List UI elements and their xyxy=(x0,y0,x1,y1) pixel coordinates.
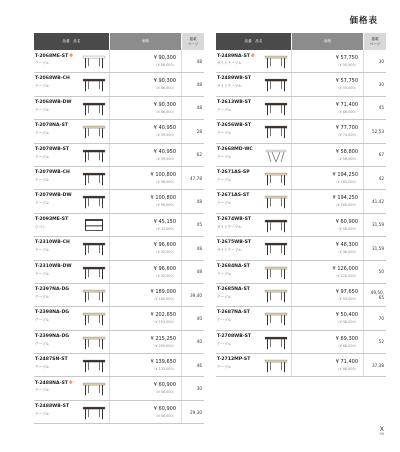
price-cell xyxy=(109,401,181,423)
product-code: T-2078NA-ST xyxy=(35,123,68,129)
price-tax-excluded: （¥ 43,000） xyxy=(154,226,176,231)
dark-wood-table-icon xyxy=(82,240,106,256)
price-tax-excluded: （¥ 56,000） xyxy=(336,156,358,161)
page-ref: 70 xyxy=(363,307,386,329)
price-tax-included: ¥ 69,300 xyxy=(335,335,358,342)
product-name: テーブル xyxy=(217,341,232,346)
price-list-right-column xyxy=(216,33,386,377)
page-ref: 40 xyxy=(181,307,204,329)
product-cell xyxy=(34,144,109,166)
product-code: T-2079WB-CH xyxy=(35,169,70,175)
page-ref: 48 xyxy=(181,73,204,95)
price-cell xyxy=(291,237,363,259)
price-tax-excluded: （¥ 58,000） xyxy=(336,226,358,231)
price-tax-excluded: （¥ 55,000） xyxy=(336,86,358,91)
product-cell xyxy=(216,73,291,95)
product-code: T-2068ME-ST※ xyxy=(35,53,74,59)
product-code: T-2668MD-WC xyxy=(217,146,253,152)
product-name: テーブル xyxy=(217,318,232,323)
product-code: T-2708WB-ST xyxy=(217,333,252,339)
table-row xyxy=(216,97,386,120)
price-cell xyxy=(109,167,181,189)
page-ref: 40 xyxy=(181,331,204,353)
price-tax-excluded: （¥ 86,000） xyxy=(154,63,176,67)
product-name: テーブル xyxy=(35,248,50,253)
price-tax-included: ¥ 97,650 xyxy=(335,288,358,295)
dark-wood-table-icon xyxy=(264,240,288,256)
product-name: テーブル xyxy=(35,154,50,159)
product-name: テーブル xyxy=(35,365,50,370)
table-row xyxy=(216,354,386,377)
table-row xyxy=(34,144,204,167)
product-code: T-2079WB-DW xyxy=(35,193,72,199)
product-name: テーブル xyxy=(217,365,232,370)
price-list-left-column xyxy=(34,33,204,424)
product-code: T-2675WB-ST xyxy=(217,240,252,246)
product-cell xyxy=(216,214,291,236)
product-cell xyxy=(216,354,291,376)
light-wood-table-icon xyxy=(82,287,106,303)
price-cell xyxy=(291,261,363,283)
price-tax-excluded: （¥ 74,000） xyxy=(336,133,358,138)
product-name: テーブル xyxy=(35,84,50,89)
header-product: 品番 品名 xyxy=(216,33,291,50)
light-wood-table-icon xyxy=(264,357,288,373)
page-ref: 30 xyxy=(363,73,386,95)
product-name: テーブル xyxy=(217,294,232,299)
price-cell xyxy=(291,50,363,72)
product-cell xyxy=(34,73,109,95)
page-ref: 31,59 xyxy=(363,237,386,259)
price-cell xyxy=(109,73,181,95)
page-ref: 42 xyxy=(363,167,386,189)
table-header xyxy=(34,33,204,50)
product-name: テーブル xyxy=(35,388,50,393)
price-tax-included: ¥ 90,300 xyxy=(153,55,176,61)
price-tax-excluded: （¥ 68,000） xyxy=(336,367,358,372)
price-tax-excluded: （¥ 39,000） xyxy=(154,133,176,138)
light-wood-table-icon xyxy=(264,287,288,303)
price-tax-included: ¥ 57,750 xyxy=(335,78,358,85)
page-ref: 41,42 xyxy=(363,190,386,212)
table-row xyxy=(34,237,204,260)
page-ref: 52 xyxy=(363,331,386,353)
product-cell xyxy=(216,50,291,72)
page-ref: 47,78 xyxy=(181,167,204,189)
product-name: テーブル xyxy=(217,131,232,136)
price-tax-included: ¥ 90,300 xyxy=(153,78,176,85)
product-code: T-2656WB-ST xyxy=(217,123,252,129)
product-cell xyxy=(34,284,109,306)
price-cell xyxy=(109,97,181,119)
product-name: サイドテーブル xyxy=(217,84,242,89)
product-cell xyxy=(34,97,109,119)
price-tax-included: ¥ 57,750 xyxy=(335,55,358,61)
page-ref: 67 xyxy=(363,144,386,166)
price-cell xyxy=(291,190,363,212)
price-tax-included: ¥ 40,950 xyxy=(153,148,176,155)
table-row xyxy=(34,73,204,96)
dark-wood-table-icon xyxy=(82,76,106,92)
product-name: サイドテーブル xyxy=(217,61,242,65)
price-tax-included: ¥ 96,600 xyxy=(153,265,176,272)
page-ref: 28 xyxy=(181,120,204,142)
table-row xyxy=(216,73,386,96)
table-row xyxy=(216,50,386,73)
product-cell xyxy=(34,401,109,423)
product-code: T-2684NA-ST xyxy=(217,263,250,269)
price-cell xyxy=(291,214,363,236)
price-tax-excluded: （¥ 96,000） xyxy=(154,203,176,208)
product-cell xyxy=(34,214,109,236)
price-tax-included: ¥ 77,700 xyxy=(335,125,358,132)
table-row xyxy=(216,167,386,190)
price-cell xyxy=(109,354,181,376)
table-row xyxy=(34,354,204,377)
price-tax-excluded: （¥ 58,000） xyxy=(154,390,176,395)
price-tax-excluded: （¥ 185,000） xyxy=(333,179,358,184)
price-cell xyxy=(109,261,181,283)
product-cell xyxy=(34,50,109,72)
header-page: 掲載 ページ xyxy=(182,33,204,50)
table-row xyxy=(216,237,386,260)
price-tax-included: ¥ 139,650 xyxy=(150,359,176,366)
table-row xyxy=(216,331,386,354)
page-ref: 48 xyxy=(181,237,204,259)
price-tax-excluded: （¥ 205,000） xyxy=(151,343,176,348)
table-row xyxy=(34,261,204,284)
page-ref: 29,30 xyxy=(181,401,204,423)
dark-wood-table-icon xyxy=(82,404,106,420)
table-row xyxy=(216,284,386,307)
page-ref: 45 xyxy=(363,97,386,119)
page-ref: 50 xyxy=(363,261,386,283)
light-wood-table-icon xyxy=(82,310,106,326)
white-top-leg-table-icon xyxy=(82,53,106,69)
wagon-icon xyxy=(82,217,106,233)
price-cell xyxy=(109,120,181,142)
price-tax-excluded: （¥ 68,000） xyxy=(336,109,358,114)
dark-wood-table-icon xyxy=(82,170,106,186)
light-wood-table-icon xyxy=(264,53,288,69)
dark-wood-table-icon xyxy=(82,193,106,209)
product-name: ワゴン xyxy=(35,224,46,229)
product-code: T-2397NA-DG xyxy=(35,286,70,292)
product-name: テーブル xyxy=(217,271,232,276)
product-name: サイドテーブル xyxy=(217,224,242,229)
price-cell xyxy=(109,144,181,166)
page-ref: 52,53 xyxy=(363,120,386,142)
product-code: T-2712MP-ST xyxy=(217,357,251,363)
price-tax-excluded: （¥ 180,000） xyxy=(151,296,176,301)
product-name: テーブル xyxy=(217,107,232,112)
light-wood-table-icon xyxy=(264,193,288,209)
price-tax-excluded: （¥ 55,000） xyxy=(336,63,358,67)
product-code: T-2310WB-DW xyxy=(35,263,72,269)
product-code: T-2310WB-CH xyxy=(35,240,70,246)
price-tax-excluded: （¥ 46,000） xyxy=(336,250,358,255)
product-name: テーブル xyxy=(35,411,50,416)
header-page: 掲載 ページ xyxy=(364,33,386,50)
product-code: T-2489WB-ST xyxy=(217,76,252,82)
page-ref: 48 xyxy=(181,261,204,283)
dark-wood-table-icon xyxy=(264,123,288,139)
price-tax-included: ¥ 100,800 xyxy=(150,195,176,202)
table-row xyxy=(34,190,204,213)
price-tax-included: ¥ 202,650 xyxy=(150,312,176,319)
product-name: テーブル xyxy=(35,107,50,112)
table-row xyxy=(216,120,386,143)
price-tax-excluded: （¥ 96,000） xyxy=(154,179,176,184)
product-cell xyxy=(34,261,109,283)
price-tax-included: ¥ 58,800 xyxy=(335,148,358,155)
price-tax-excluded: （¥ 48,000） xyxy=(336,320,358,325)
price-tax-included: ¥ 90,300 xyxy=(153,101,176,108)
price-tax-excluded: （¥ 86,000） xyxy=(154,86,176,91)
price-tax-excluded: （¥ 39,000） xyxy=(154,156,176,161)
light-wood-table-icon xyxy=(82,123,106,139)
table-row xyxy=(34,97,204,120)
price-tax-included: ¥ 60,900 xyxy=(153,382,176,389)
page-ref: 30 xyxy=(181,377,204,399)
table-header xyxy=(216,33,386,50)
price-cell xyxy=(109,331,181,353)
price-cell xyxy=(109,377,181,399)
light-wood-table-icon xyxy=(264,170,288,186)
table-row xyxy=(216,190,386,213)
new-mark: ※ xyxy=(250,53,255,58)
price-tax-excluded: （¥ 185,000） xyxy=(333,203,358,208)
product-name: テーブル xyxy=(217,154,232,159)
product-code: T-2489NA-ST※ xyxy=(217,53,255,59)
wire-leg-table-icon xyxy=(264,147,288,163)
dark-wood-table-icon xyxy=(264,100,288,116)
product-cell xyxy=(34,354,109,376)
page-ref: 48 xyxy=(181,50,204,72)
price-tax-included: ¥ 48,300 xyxy=(335,242,358,249)
price-cell xyxy=(291,331,363,353)
price-cell xyxy=(291,144,363,166)
header-price: 価格 xyxy=(110,33,181,50)
product-cell xyxy=(216,307,291,329)
new-mark: ※ xyxy=(68,380,73,386)
price-tax-included: ¥ 45,150 xyxy=(153,218,176,225)
price-tax-excluded: （¥ 92,000） xyxy=(154,250,176,255)
price-tax-included: ¥ 96,600 xyxy=(153,242,176,249)
dark-wood-table-icon xyxy=(264,334,288,350)
table-row xyxy=(34,401,204,424)
price-tax-included: ¥ 60,900 xyxy=(153,405,176,412)
product-name: テーブル xyxy=(35,294,50,299)
product-name: テーブル xyxy=(35,201,50,206)
page-ref: 45 xyxy=(181,214,204,236)
table-row xyxy=(34,284,204,307)
page-footer xyxy=(380,427,384,437)
table-row xyxy=(34,377,204,400)
table-row xyxy=(34,50,204,73)
page-ref: 49,50, 65 xyxy=(363,284,386,306)
table-row xyxy=(34,167,204,190)
price-cell xyxy=(291,120,363,142)
product-cell xyxy=(34,307,109,329)
page-ref: 39,40 xyxy=(181,284,204,306)
product-cell xyxy=(216,144,291,166)
product-cell xyxy=(216,261,291,283)
product-name: テーブル xyxy=(35,61,50,65)
product-code: T-2487SN-ST xyxy=(35,357,68,363)
price-tax-included: ¥ 194,250 xyxy=(332,171,358,178)
page-ref: 48 xyxy=(181,97,204,119)
price-cell xyxy=(109,284,181,306)
price-tax-included: ¥ 189,000 xyxy=(150,288,176,295)
product-name: テーブル xyxy=(35,177,50,182)
price-cell xyxy=(109,214,181,236)
price-cell xyxy=(291,167,363,189)
product-name: テーブル xyxy=(35,341,50,346)
product-name: テーブル xyxy=(35,318,50,323)
price-tax-included: ¥ 71,400 xyxy=(335,101,358,108)
light-wood-table-icon xyxy=(264,310,288,326)
light-wood-table-icon xyxy=(264,264,288,280)
product-code: T-2671AS-SP xyxy=(217,169,250,175)
page-ref: 30 xyxy=(363,50,386,72)
price-tax-excluded: （¥ 193,000） xyxy=(151,320,176,325)
product-cell xyxy=(34,120,109,142)
product-code: T-2398NA-DG xyxy=(35,310,70,316)
dark-wood-table-icon xyxy=(82,147,106,163)
dark-wood-table-icon xyxy=(82,264,106,280)
dark-wood-table-icon xyxy=(82,100,106,116)
dark-wood-table-icon xyxy=(264,76,288,92)
price-tax-included: ¥ 60,900 xyxy=(335,218,358,225)
table-row xyxy=(34,307,204,330)
new-mark: ※ xyxy=(69,53,74,58)
product-cell xyxy=(216,237,291,259)
price-tax-excluded: （¥ 66,000） xyxy=(336,343,358,348)
product-name: テーブル xyxy=(217,177,232,182)
page-ref: 31,59 xyxy=(363,214,386,236)
page-ref: 48 xyxy=(181,190,204,212)
price-tax-included: ¥ 194,250 xyxy=(332,195,358,202)
price-tax-included: ¥ 126,000 xyxy=(332,265,358,272)
page-ref: 62 xyxy=(181,144,204,166)
page-title: 価格表 xyxy=(349,16,378,26)
product-cell xyxy=(216,190,291,212)
page-ref: 37,38 xyxy=(363,354,386,376)
price-cell xyxy=(109,307,181,329)
product-name: テーブル xyxy=(35,271,50,276)
product-code: T-2093ME-ST xyxy=(35,216,69,222)
product-cell xyxy=(216,284,291,306)
price-cell xyxy=(291,307,363,329)
product-code: T-2078WB-ST xyxy=(35,146,70,152)
price-cell xyxy=(109,190,181,212)
product-cell xyxy=(34,190,109,212)
product-cell xyxy=(216,97,291,119)
table-row xyxy=(34,214,204,237)
price-tax-included: ¥ 71,400 xyxy=(335,359,358,366)
product-code: T-2674WB-ST xyxy=(217,216,252,222)
price-tax-excluded: （¥ 133,000） xyxy=(151,367,176,372)
price-tax-included: ¥ 215,250 xyxy=(150,335,176,342)
product-cell xyxy=(34,377,109,399)
price-cell xyxy=(291,284,363,306)
table-row xyxy=(216,144,386,167)
table-row xyxy=(34,120,204,143)
page-ref: 46 xyxy=(181,354,204,376)
table-row xyxy=(34,331,204,354)
product-name: サイドテーブル xyxy=(217,248,242,253)
price-tax-included: ¥ 40,950 xyxy=(153,125,176,132)
product-code: T-2399NA-DG xyxy=(35,333,70,339)
product-code: T-2068WB-DW xyxy=(35,99,72,105)
product-cell xyxy=(216,120,291,142)
price-tax-included: ¥ 50,400 xyxy=(335,312,358,319)
price-tax-excluded: （¥ 58,000） xyxy=(154,413,176,418)
product-name: テーブル xyxy=(35,131,50,136)
product-cell xyxy=(216,167,291,189)
price-tax-excluded: （¥ 86,000） xyxy=(154,109,176,114)
product-name: テーブル xyxy=(217,201,232,206)
table-row xyxy=(216,261,386,284)
price-cell xyxy=(109,237,181,259)
product-code: T-2687NA-ST xyxy=(217,310,250,316)
price-tax-included: ¥ 100,800 xyxy=(150,171,176,178)
product-cell xyxy=(34,331,109,353)
product-code: T-2488NA-ST※ xyxy=(35,380,73,387)
header-price: 価格 xyxy=(292,33,363,50)
price-tax-excluded: （¥ 120,000） xyxy=(333,273,358,278)
dark-wood-table-icon xyxy=(264,217,288,233)
price-tax-excluded: （¥ 92,000） xyxy=(154,273,176,278)
price-cell xyxy=(291,97,363,119)
light-wood-table-icon xyxy=(82,380,106,396)
price-tax-excluded: （¥ 93,000） xyxy=(336,296,358,301)
dark-wood-table-icon xyxy=(82,357,106,373)
product-code: T-2488WB-ST xyxy=(35,403,70,409)
price-cell xyxy=(109,50,181,72)
table-row xyxy=(216,214,386,237)
header-product: 品番 品名 xyxy=(34,33,109,50)
footer-letter: X xyxy=(379,425,384,433)
product-code: T-2068WB-CH xyxy=(35,76,70,82)
product-code: T-2613WB-ST xyxy=(217,99,252,105)
product-code: T-2671AS-ST xyxy=(217,193,250,199)
page-number: 90 xyxy=(379,431,384,436)
light-wood-table-icon xyxy=(82,334,106,350)
table-row xyxy=(216,307,386,330)
product-cell xyxy=(34,167,109,189)
price-cell xyxy=(291,73,363,95)
product-cell xyxy=(216,331,291,353)
product-code: T-2685NA-ST xyxy=(217,286,250,292)
price-cell xyxy=(291,354,363,376)
product-cell xyxy=(34,237,109,259)
